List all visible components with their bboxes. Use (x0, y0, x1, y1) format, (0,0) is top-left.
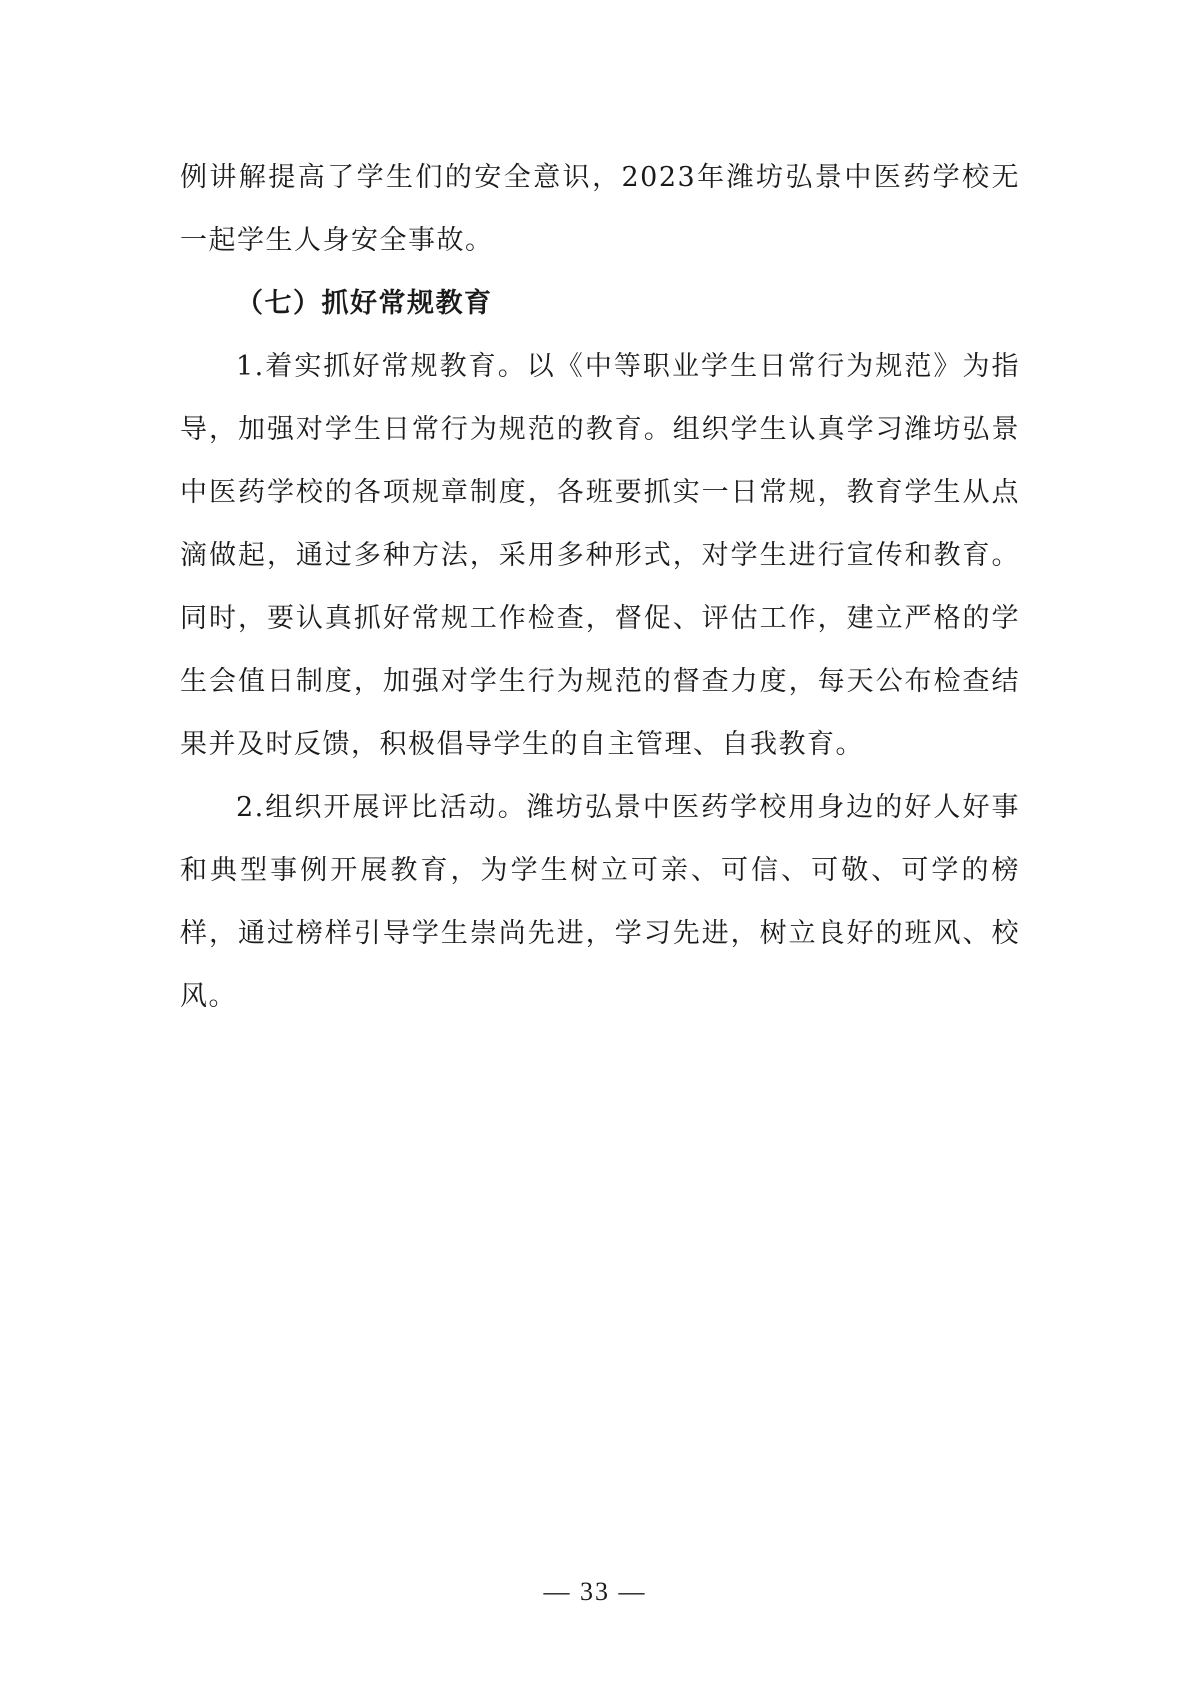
paragraph-continuation: 例讲解提高了学生们的安全意识，2023年潍坊弘景中医药学校无一起学生人身安全事故。 (180, 162, 1020, 256)
page-content (180, 146, 1020, 1028)
page-number: — 33 — (543, 1577, 647, 1606)
paragraph-routine-education: 1.着实抓好常规教育。以《中等职业学生日常行为规范》为指导，加强对学生日常行为规范的教育。组织学生认真学习潍坊弘景中医药学校的各项规章制度，各班要抓实一日常规，教育学生从点滴做起，通过多种方法，采用多种形式，对学生进行宣传和教育。同时，要认真抓好常规工作检查，督促、评估工作，建立严格的学生会值日制度，加强对学生行为规范的督查力度，每天公布检查结果并及时反馈，积极倡导学生的自主管理、自我教育。 (180, 351, 1020, 760)
section-heading: （七）抓好常规教育 (236, 288, 493, 319)
paragraph-evaluation-activities: 2.组织开展评比活动。潍坊弘景中医药学校用身边的好人好事和典型事例开展教育，为学生树立可亲、可信、可敬、可学的榜样，通过榜样引导学生崇尚先进，学习先进，树立良好的班风、校风。 (180, 792, 1020, 1012)
